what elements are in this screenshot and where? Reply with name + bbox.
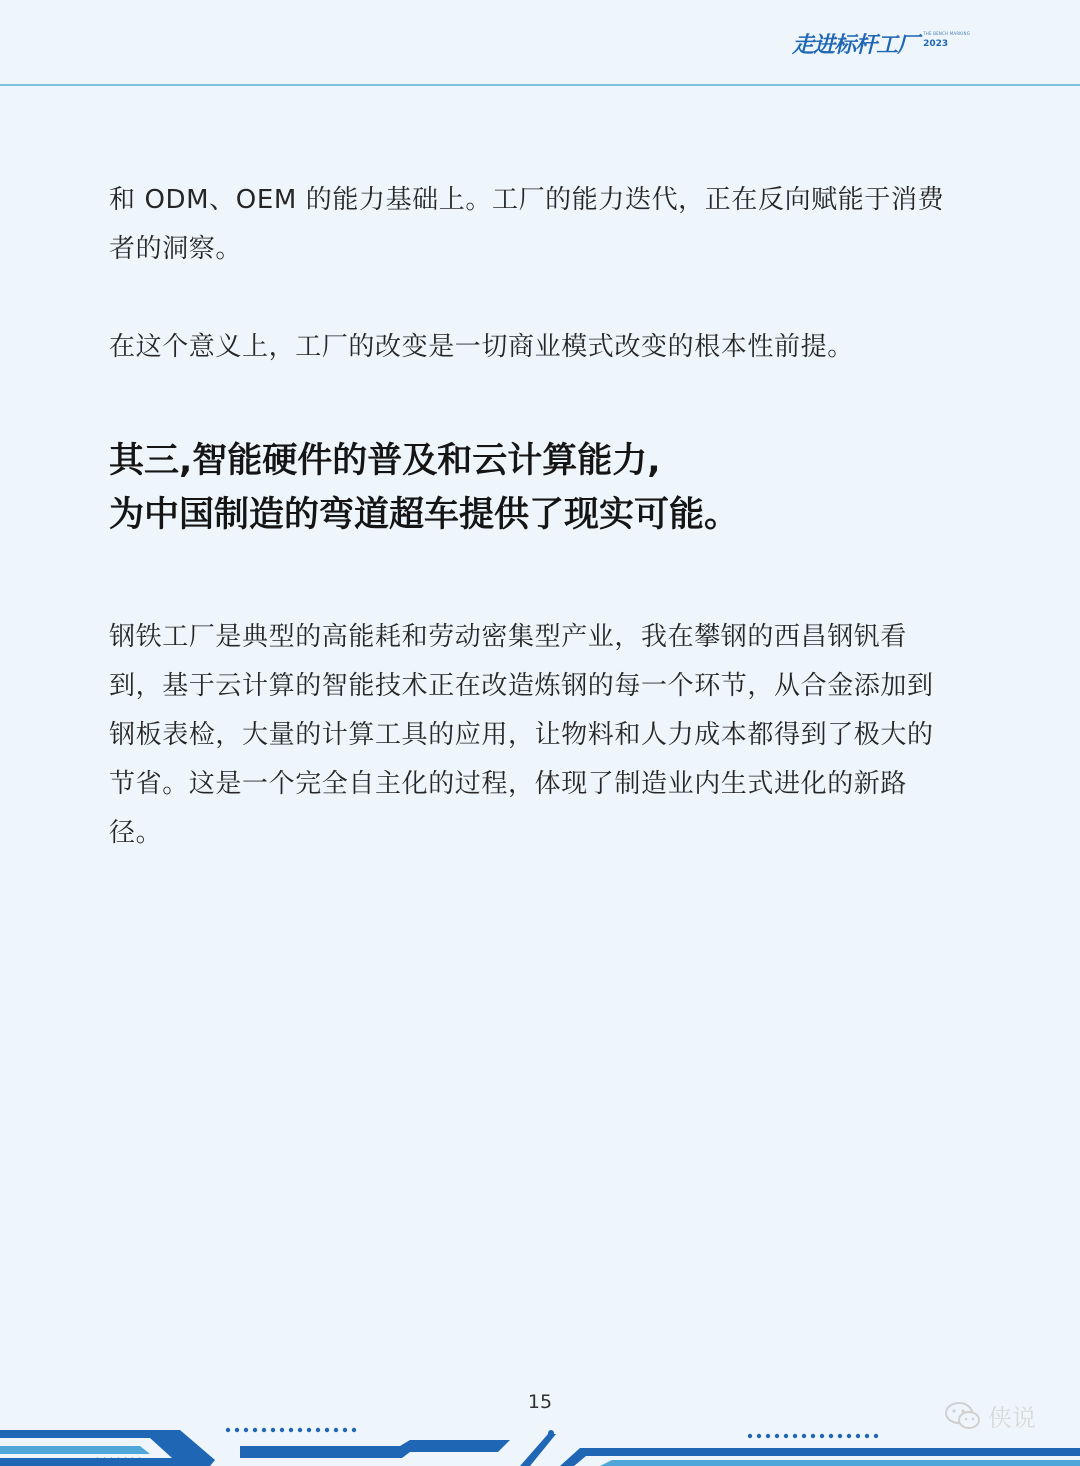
section-heading — [109, 434, 969, 542]
watermark — [944, 1398, 1036, 1433]
paragraph-2: 在这个意义上，工厂的改变是一切商业模式改变的根本性前提。 — [109, 332, 854, 362]
wechat-icon — [944, 1401, 982, 1431]
brand-side — [923, 28, 970, 49]
brand-year: 2023 — [923, 39, 949, 49]
brand-title: 走进标杆工厂 — [792, 33, 919, 58]
page-number: 15 — [527, 1391, 553, 1413]
brand-subtitle: THE BENCH MARKING — [923, 31, 970, 36]
paragraph-1: 和 ODM、OEM 的能力基础上。工厂的能力迭代，正在反向赋能于消费者的洞察。 — [109, 185, 945, 264]
paragraph-3: 钢铁工厂是典型的高能耗和劳动密集型产业，我在攀钢的西昌钢钒看到，基于云计算的智能技术正在改造炼钢的每一个环节，从合金添加到钢板表检，大量的计算工具的应用，让物料和人力成本都得到了极大的节省。这是一个完全自主化的过程，体现了制造业内生式进化的新路径。 — [109, 622, 934, 848]
brand-logo — [792, 28, 970, 59]
page-header — [0, 0, 1080, 86]
heading-line-1: 其三,智能硬件的普及和云计算能力, — [109, 441, 661, 481]
heading-line-2: 为中国制造的弯道超车提供了现实可能。 — [109, 495, 740, 535]
footer-decoration — [0, 1412, 1080, 1466]
watermark-text: 侠说 — [988, 1404, 1036, 1432]
